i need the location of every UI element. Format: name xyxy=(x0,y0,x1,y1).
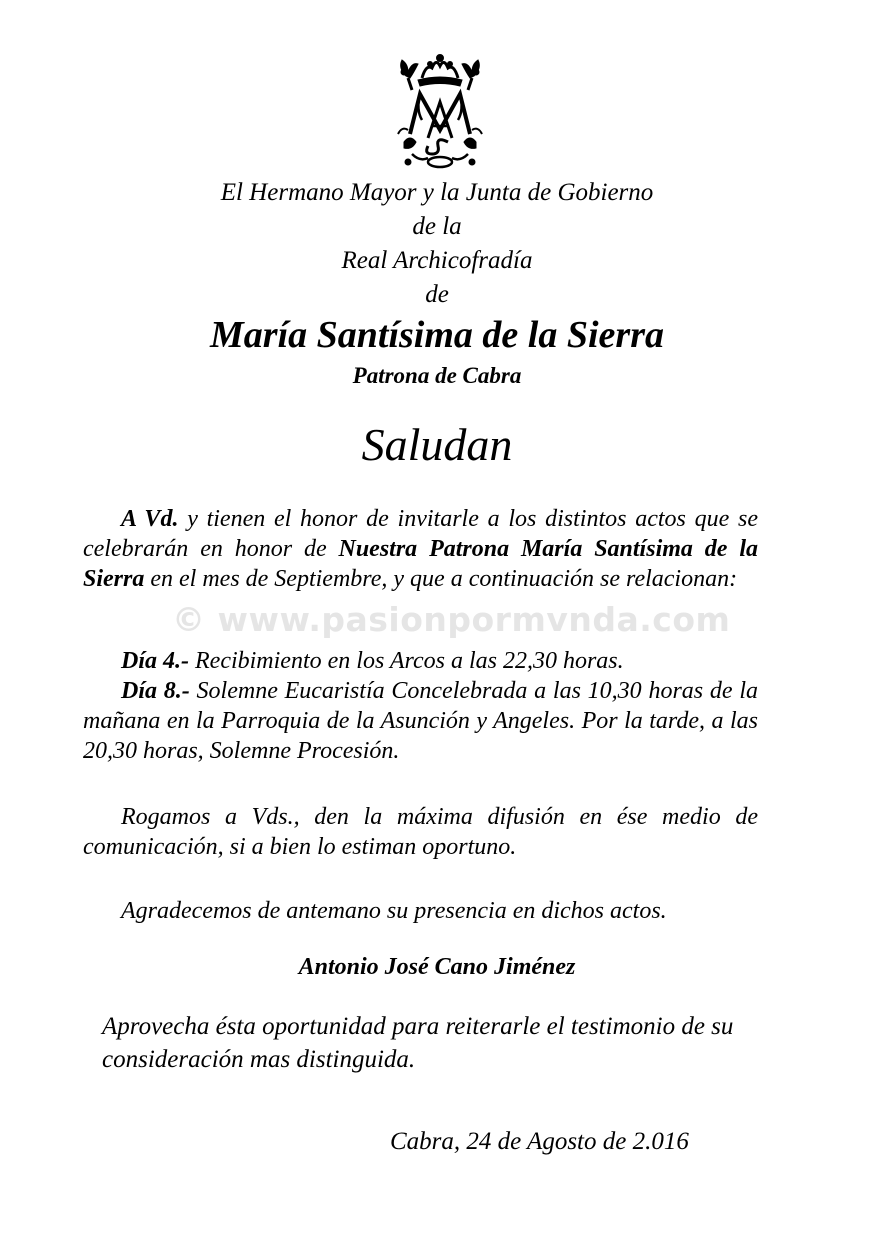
event-item xyxy=(83,676,758,766)
intro-text-2: en el mes de Septiembre, y que a continuación se relacionan: xyxy=(144,566,738,592)
intro-highlight: Nuestra Patrona María Santísima de la Sierra xyxy=(83,536,758,592)
event-day: Día 8.- xyxy=(121,678,190,704)
event-item xyxy=(83,646,758,676)
intro-paragraph xyxy=(83,504,758,594)
header-line-4: de xyxy=(425,281,449,308)
event-text: Solemne Eucaristía Concelebrada a las 10,30 horas de la mañana en la Parroquia de la Asunción y Angeles. Por la tarde, a las 20,30 horas, Solemne Procesión. xyxy=(83,678,758,764)
signatory-name: Antonio José Cano Jiménez xyxy=(298,954,576,980)
header-line-3: Real Archicofradía xyxy=(341,247,533,274)
place-date: Cabra, 24 de Agosto de 2.016 xyxy=(390,1128,689,1155)
page-subtitle: Patrona de Cabra xyxy=(352,363,522,388)
request-paragraph xyxy=(83,802,758,862)
header-line-1: El Hermano Mayor y la Junta de Gobierno xyxy=(220,179,654,206)
thanks-text: Agradecemos de antemano su presencia en dichos actos. xyxy=(121,898,667,924)
page-title: María Santísima de la Sierra xyxy=(210,314,664,356)
intro-lead: A Vd. xyxy=(121,506,179,532)
intro-text-1: y tienen el honor de invitarle a los distintos actos que se celebrarán en honor de xyxy=(83,506,758,562)
closing-text: Aprovecha ésta oportunidad para reiterarle el testimonio de su consideración mas distinguida. xyxy=(102,1013,734,1073)
thanks-paragraph xyxy=(83,896,758,926)
event-text: Recibimiento en los Arcos a las 22,30 horas. xyxy=(189,648,624,674)
event-list xyxy=(83,646,758,766)
header-line-2: de la xyxy=(412,213,462,240)
watermark: © www.pasionpormvnda.com xyxy=(172,600,731,639)
greeting: Saludan xyxy=(361,419,513,470)
request-text: Rogamos a Vds., den la máxima difusión en ése medio de comunicación, si a bien lo estiman oportuno. xyxy=(83,804,758,860)
crowned-monogram-emblem xyxy=(392,50,488,170)
event-day: Día 4.- xyxy=(121,648,189,674)
